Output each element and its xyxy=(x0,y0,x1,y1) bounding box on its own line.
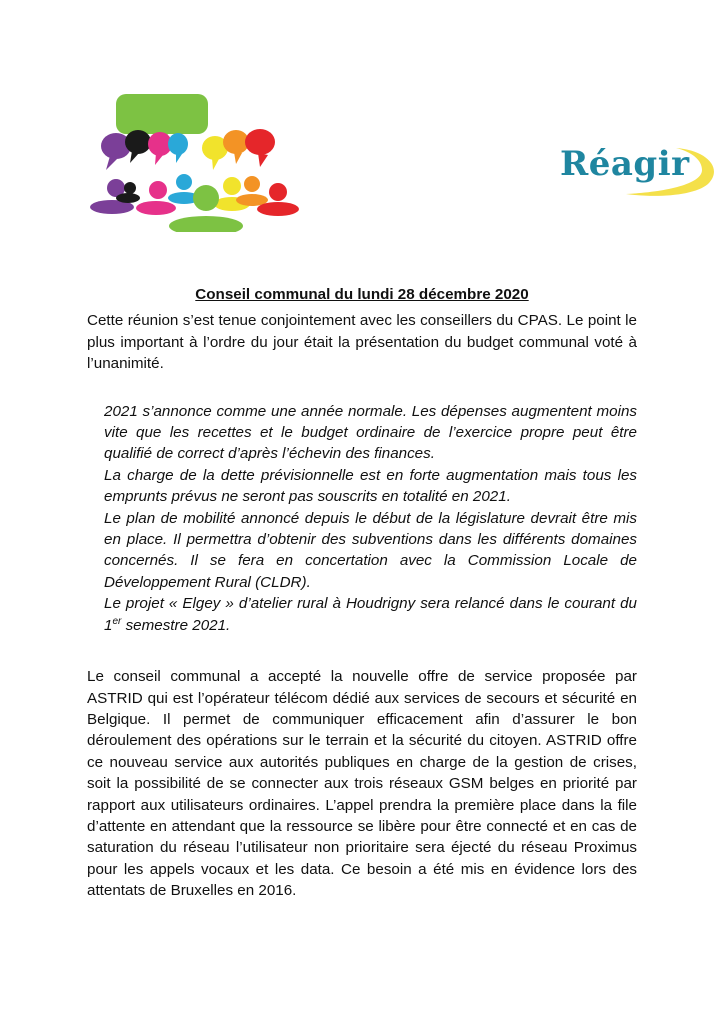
intro-paragraph: Cette réunion s’est tenue conjointement avec les conseillers du CPAS. Le point le plus important à l’ordre du jour était la présentation du budget communal voté à l’unanimité. xyxy=(87,312,637,373)
quote-p4-end: semestre 2021. xyxy=(121,616,231,634)
reagir-logo xyxy=(556,140,720,202)
quote-paragraph-3: Le plan de mobilité annoncé depuis le début de la législature devrait être mis en place. Il permettra d’obtenir des subventions dans les différents domaines concernés. Il se fera en concertation avec la Commission Locale de Développement Rural (CLDR). xyxy=(104,509,637,591)
quote-paragraph-2: La charge de la dette prévisionnelle est en forte augmentation mais tous les emprunts prévus ne seront pas souscrits en totalité en 2021. xyxy=(104,466,637,506)
quote-paragraph-1: 2021 s’annonce comme une année normale. Les dépenses augmentent moins vite que les recettes et le budget ordinaire de l’exercice propre peut être qualifié de correct d’après l’échevin des finances. xyxy=(104,402,637,463)
brand-name: Réagir xyxy=(560,144,690,184)
astrid-paragraph: Le conseil communal a accepté la nouvelle offre de service proposée par ASTRID qui est l’opérateur télécom dédié aux services de secours et sécurité en Belgique. Il permet de communiquer efficacement afin d’assurer le bon déroulement des opérations sur le terrain et la sécurité du citoyen. ASTRID offre ce nouveau service aux autorités publiques en charge de la gestion de crises, soit la possibilité de se connecter aux trois réseaux GSM belges en priorité par rapport aux utilisateurs ordinaires. L’appel prendra la première place dans la file d’attente en attendant que la ressource se libère pour être connecté et en cas de saturation du réseau l’utilisateur non prioritaire sera éjecté du réseau Proximus pour les appels vocaux et les data. Ce besoin a été mis en évidence lors des attentats de Bruxelles en 2016. xyxy=(87,668,637,900)
speech-bubbles-people-icon xyxy=(86,92,304,232)
budget-quote-block xyxy=(104,401,637,636)
quote-p4-superscript: er xyxy=(112,615,122,627)
quote-paragraph-4 xyxy=(104,593,637,636)
document-body xyxy=(87,284,637,902)
quote-p4-main: Le projet « Elgey » d’atelier rural à Houdrigny sera relancé dans le courant du 1 xyxy=(104,595,637,634)
document-title: Conseil communal du lundi 28 décembre 2020 xyxy=(195,286,529,303)
